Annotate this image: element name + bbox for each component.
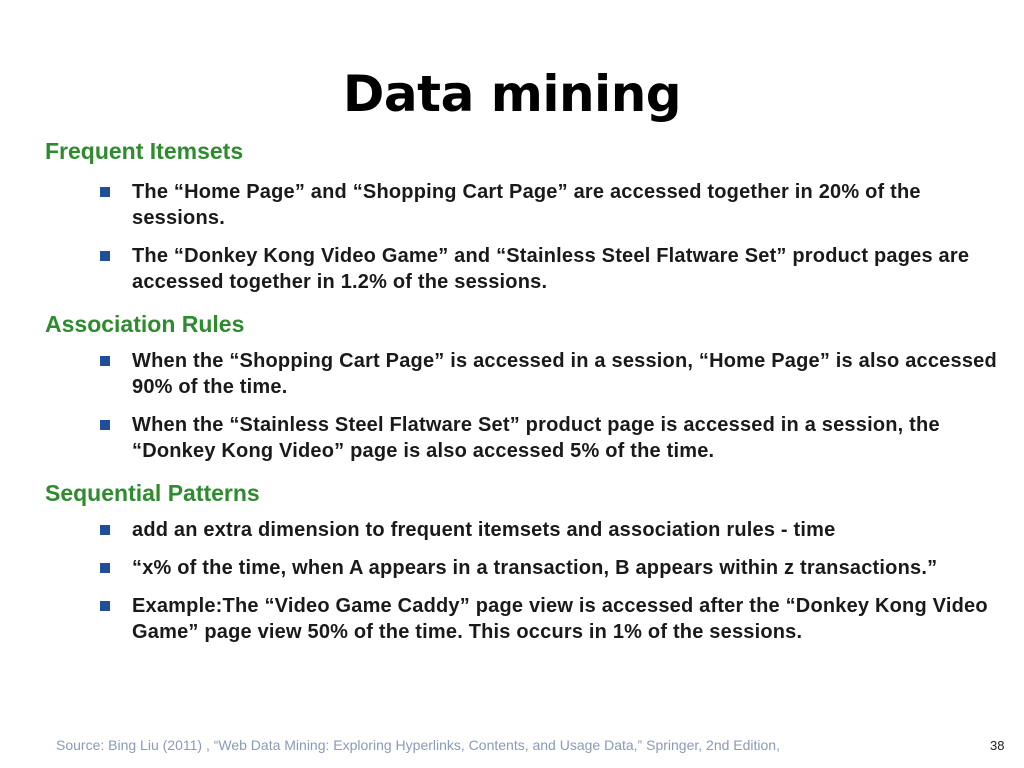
bullet-item xyxy=(45,412,1015,464)
bullet-item xyxy=(45,555,1015,581)
bullet-item xyxy=(45,243,1015,295)
bullet-text: The “Donkey Kong Video Game” and “Stainless Steel Flatware Set” product pages are accessed together in 1.2% of the sessions. xyxy=(132,245,970,293)
section-heading: Frequent Itemsets xyxy=(45,138,244,164)
section-association-rules xyxy=(45,307,1015,464)
bullet-item xyxy=(45,179,1015,231)
bullet-list xyxy=(45,348,1015,464)
square-bullet-icon xyxy=(100,251,110,261)
source-citation: Source: Bing Liu (2011) , “Web Data Mining: Exploring Hyperlinks, Contents, and Usage Data,” Springer, 2nd Edition, xyxy=(56,737,780,753)
section-sequential-patterns xyxy=(45,476,1015,645)
square-bullet-icon xyxy=(100,420,110,430)
bullet-item xyxy=(45,517,1015,543)
bullet-item xyxy=(45,348,1015,400)
square-bullet-icon xyxy=(100,601,110,611)
bullet-text: add an extra dimension to frequent itemsets and association rules - time xyxy=(132,519,836,541)
square-bullet-icon xyxy=(100,356,110,366)
square-bullet-icon xyxy=(100,187,110,197)
bullet-list xyxy=(45,517,1015,645)
section-heading: Sequential Patterns xyxy=(45,480,260,506)
section-heading: Association Rules xyxy=(45,311,245,337)
bullet-text: “x% of the time, when A appears in a transaction, B appears within z transactions.” xyxy=(132,557,938,579)
bullet-text: When the “Shopping Cart Page” is accessed in a session, “Home Page” is also accessed 90% of the time. xyxy=(132,350,997,398)
bullet-text: Example:The “Video Game Caddy” page view is accessed after the “Donkey Kong Video Game” page view 50% of the time. This occurs in 1% of the sessions. xyxy=(132,595,988,643)
slide-content xyxy=(45,134,1015,657)
square-bullet-icon xyxy=(100,563,110,573)
square-bullet-icon xyxy=(100,525,110,535)
bullet-text: The “Home Page” and “Shopping Cart Page” are accessed together in 20% of the sessions. xyxy=(132,181,921,229)
slide-title: Data mining xyxy=(342,65,682,123)
bullet-item xyxy=(45,593,1015,645)
bullet-text: When the “Stainless Steel Flatware Set” product page is accessed in a session, the “Donkey Kong Video” page is also accessed 5% of the time. xyxy=(132,414,940,462)
section-frequent-itemsets xyxy=(45,134,1015,295)
page-number: 38 xyxy=(990,738,1005,753)
bullet-list xyxy=(45,179,1015,295)
